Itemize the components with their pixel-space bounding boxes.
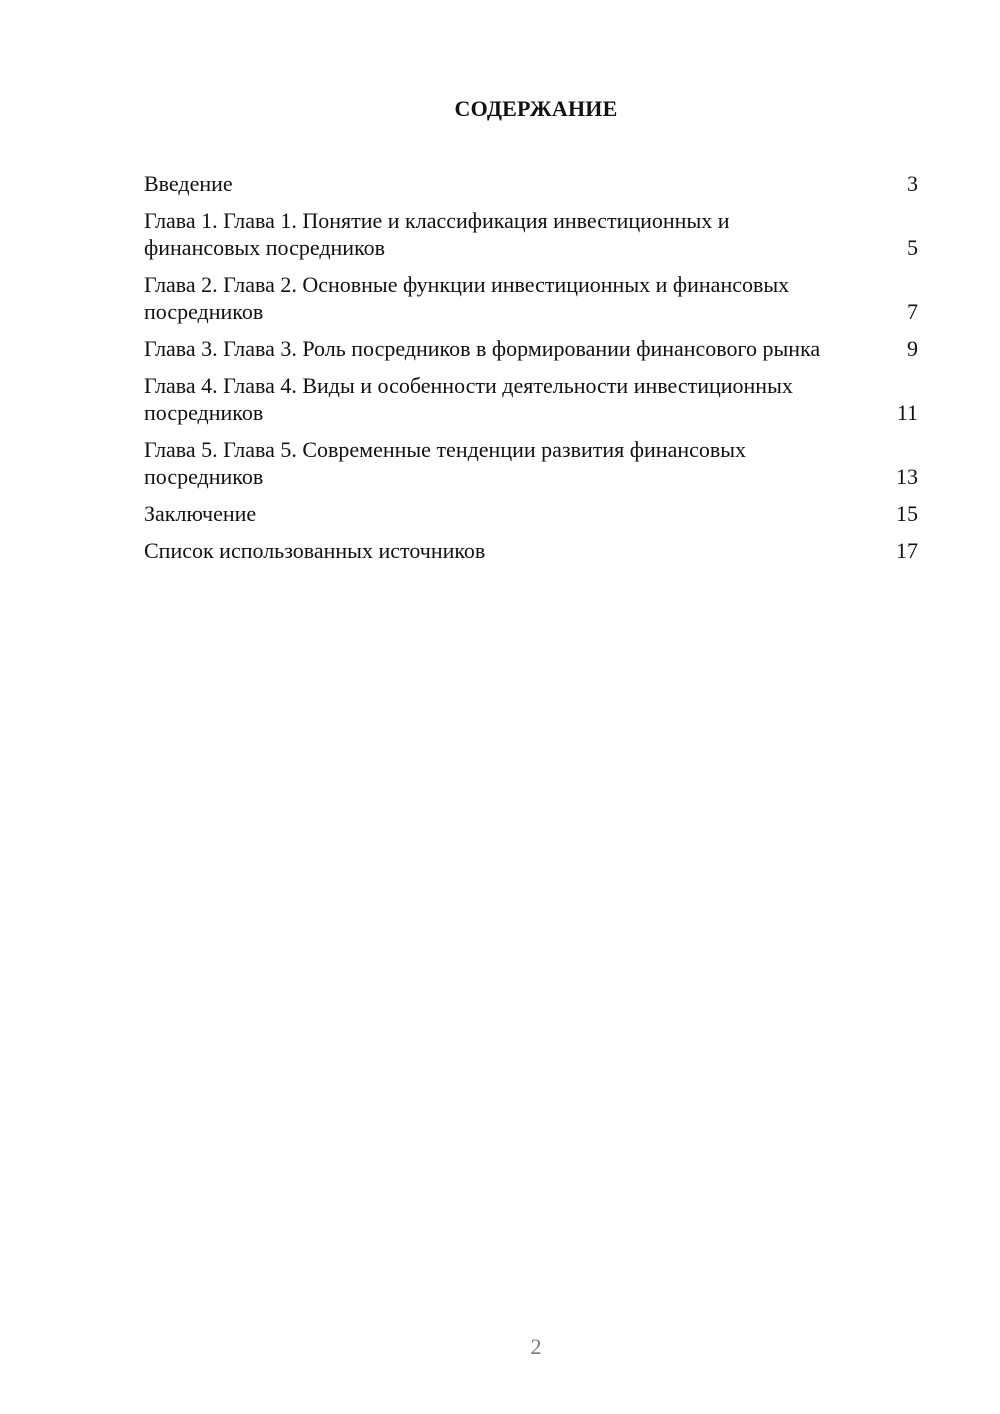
toc-entry-chapter-5[interactable] <box>144 436 918 490</box>
toc-entry-page: 15 <box>896 501 918 526</box>
toc-entry-text: Список использованных источников <box>144 538 486 563</box>
toc-entry-conclusion[interactable] <box>144 500 918 527</box>
toc-entry-chapter-1[interactable] <box>144 207 918 261</box>
page-number: 2 <box>530 1334 542 1359</box>
toc-entry-chapter-4[interactable] <box>144 372 918 426</box>
toc-entry-text: Глава 3. Глава 3. Роль посредников в формировании финансового рынка <box>144 336 821 361</box>
toc-entry-references[interactable] <box>144 537 918 564</box>
toc-entry-page: 9 <box>907 336 918 361</box>
toc-entry-page: 11 <box>896 400 918 425</box>
toc-entry-introduction[interactable] <box>144 170 918 197</box>
toc-entry-chapter-3[interactable] <box>144 335 918 362</box>
toc-entry-text: Глава 2. Глава 2. Основные функции инвестиционных и финансовых посредников <box>144 272 790 324</box>
toc-entry-page: 7 <box>907 299 918 324</box>
page-title: СОДЕРЖАНИЕ <box>454 96 618 121</box>
toc-entry-page: 13 <box>896 464 918 489</box>
toc-entry-text: Заключение <box>144 501 257 526</box>
toc-entry-chapter-2[interactable] <box>144 271 918 325</box>
toc-entry-text: Глава 1. Глава 1. Понятие и классификация инвестиционных и финансовых посредников <box>144 208 730 260</box>
toc-entry-text: Глава 4. Глава 4. Виды и особенности деятельности инвестиционных посредников <box>144 373 793 425</box>
toc-entry-page: 3 <box>907 171 918 196</box>
toc-entry-text: Введение <box>144 171 233 196</box>
toc-entry-page: 5 <box>907 235 918 260</box>
toc-entry-page: 17 <box>896 538 918 563</box>
table-of-contents <box>144 170 918 574</box>
toc-entry-text: Глава 5. Глава 5. Современные тенденции развития финансовых посредников <box>144 437 747 489</box>
